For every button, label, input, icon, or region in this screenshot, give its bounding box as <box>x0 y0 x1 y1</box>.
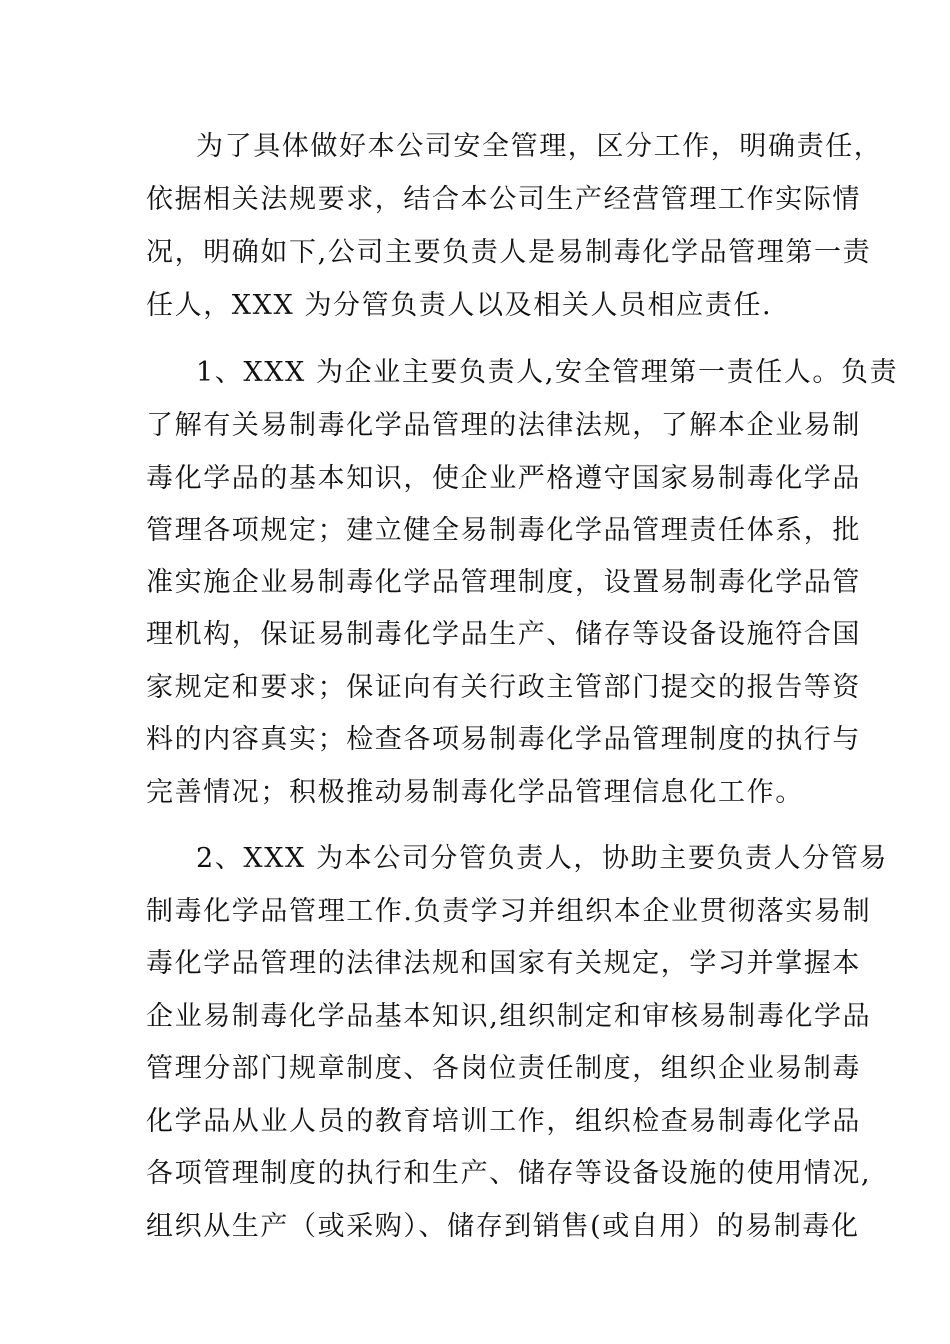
text-line: 企业易制毒化学品基本知识,组织制定和审核易制毒化学品 <box>146 1001 872 1032</box>
text-line: 依据相关法规要求，结合本公司生产经营管理工作实际情 <box>146 184 861 215</box>
text-line: 各项管理制度的执行和生产、储存等设备设施的使用情况, <box>146 1158 872 1189</box>
text-line: 毒化学品的基本知识，使企业严格遵守国家易制毒化学品 <box>146 463 861 494</box>
text-line: 管理分部门规章制度、各岗位责任制度，组织企业易制毒 <box>146 1053 861 1084</box>
text-line: 制毒化学品管理工作.负责学习并组织本企业贯彻落实易制 <box>146 896 872 927</box>
text-line: 化学品从业人员的教育培训工作，组织检查易制毒化学品 <box>146 1106 861 1137</box>
text-line: 况，明确如下,公司主要负责人是易制毒化学品管理第一责 <box>146 237 872 268</box>
text-line: 家规定和要求；保证向有关行政主管部门提交的报告等资 <box>146 672 861 703</box>
text-line: 料的内容真实；检查各项易制毒化学品管理制度的执行与 <box>146 724 861 755</box>
text-line: 组织从生产（或采购）、储存到销售(或自用）的易制毒化 <box>146 1211 860 1242</box>
text-line: 完善情况；积极推动易制毒化学品管理信息化工作。 <box>146 777 804 808</box>
text-line: 1、XXX 为企业主要负责人,安全管理第一责任人。负责 <box>196 357 899 388</box>
text-line: 准实施企业易制毒化学品管理制度，设置易制毒化学品管 <box>146 567 861 598</box>
text-line: 管理各项规定；建立健全易制毒化学品管理责任体系，批 <box>146 515 861 546</box>
text-line: 了解有关易制毒化学品管理的法律法规，了解本企业易制 <box>146 410 861 441</box>
text-line: 任人，XXX 为分管负责人以及相关人员相应责任. <box>146 290 773 321</box>
text-line: 为了具体做好本公司安全管理，区分工作，明确责任， <box>196 131 883 162</box>
text-line: 2、XXX 为本公司分管负责人，协助主要负责人分管易 <box>196 843 889 874</box>
text-line: 毒化学品管理的法律法规和国家有关规定，学习并掌握本 <box>146 948 861 979</box>
text-line: 理机构，保证易制毒化学品生产、储存等设备设施符合国 <box>146 619 861 650</box>
